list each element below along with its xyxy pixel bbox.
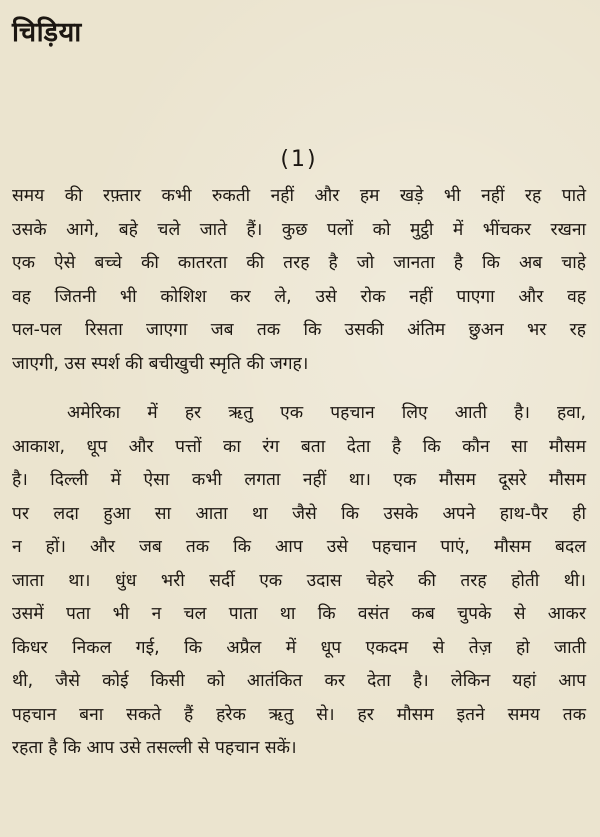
- text-line: रहता है कि आप उसे तसल्ली से पहचान सकें।: [12, 738, 297, 758]
- text-line: उसमें पता भी न चल पाता था कि वसंत कब चुपके से आकर: [12, 604, 586, 624]
- page-title: चिड़िया: [12, 17, 82, 48]
- paragraph-2: [12, 397, 586, 766]
- paragraph-1: [12, 180, 586, 381]
- chapter-number: (1): [280, 147, 318, 172]
- text-line: जाता था। धुंध भरी सर्दी एक उदास चेहरे की तरह होती थी।: [12, 570, 586, 591]
- text-line: पल-पल रिसता जाएगा जब तक कि उसकी अंतिम छुअन भर रह: [12, 320, 586, 340]
- text-line: न हों। और जब तक कि आप उसे पहचान पाएं, मौसम बदल: [12, 537, 586, 557]
- text-line: आकाश, धूप और पत्तों का रंग बता देता है कि कौन सा मौसम: [12, 436, 586, 457]
- text-line: उसके आगे, बहे चले जाते हैं। कुछ पलों को मुट्ठी में भींचकर रखना: [12, 219, 586, 240]
- text-line: है। दिल्ली में ऐसा कभी लगता नहीं था। एक मौसम दूसरे मौसम: [12, 470, 586, 490]
- text-line: वह जितनी भी कोशिश कर ले, उसे रोक नहीं पाएगा और वह: [12, 286, 586, 307]
- text-line: पहचान बना सकते हैं हरेक ऋतु से। हर मौसम इतने समय तक: [12, 704, 586, 725]
- text-line: अमेरिका में हर ऋतु एक पहचान लिए आती है। हवा,: [67, 403, 586, 423]
- text-line: समय की रफ़्तार कभी रुकती नहीं और हम खड़े भी नहीं रह पाते: [12, 186, 586, 206]
- text-line: एक ऐसे बच्चे की कातरता की तरह है जो जानता है कि अब चाहे: [12, 253, 586, 273]
- text-line: किधर निकल गई, कि अप्रैल में धूप एकदम से तेज़ हो जाती: [12, 637, 586, 658]
- text-line: पर लदा हुआ सा आता था जैसे कि उसके अपने हाथ-पैर ही: [12, 503, 586, 524]
- text-line: थी, जैसे कोई किसी को आतंकित कर देता है। लेकिन यहां आप: [12, 671, 586, 691]
- text-line: जाएगी, उस स्पर्श की बचीखुची स्मृति की जगह।: [12, 353, 309, 374]
